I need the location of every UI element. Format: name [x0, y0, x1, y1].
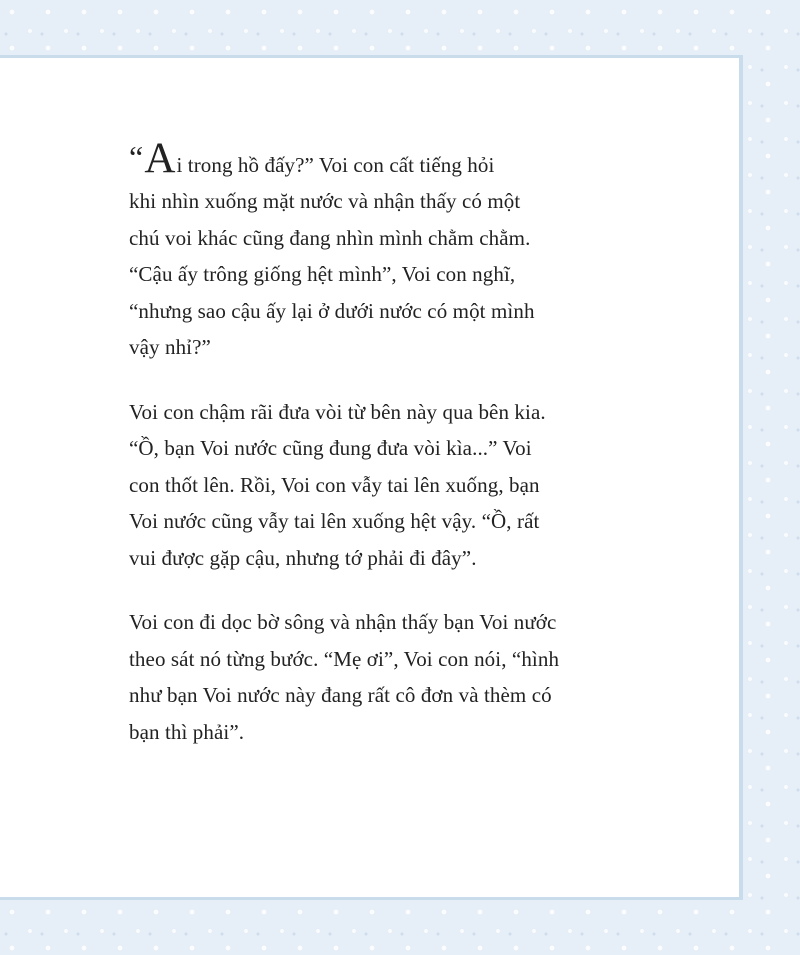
text-line: theo sát nó từng bước. “Mẹ ơi”, Voi con nói, “hình: [129, 646, 560, 671]
text-line: con thốt lên. Rồi, Voi con vẫy tai lên xuống, bạn: [129, 472, 540, 497]
opening-quote: “: [129, 139, 144, 175]
story-text: [129, 135, 649, 778]
text-line: “Ồ, bạn Voi nước cũng đung đưa vòi kìa...” Voi: [129, 436, 532, 460]
text-line: Voi nước cũng vẫy tai lên xuống hệt vậy. “Ồ, rất: [129, 509, 540, 533]
paragraph-2: [129, 394, 649, 577]
text-line: chú voi khác cũng đang nhìn mình chằm chằm.: [129, 225, 531, 250]
first-line: [129, 135, 649, 183]
paragraph-1: [129, 135, 649, 366]
text-line: Voi con chậm rãi đưa vòi từ bên này qua bên kia.: [129, 399, 546, 424]
text-line: vậy nhỉ?”: [129, 335, 211, 359]
paragraph-3: [129, 604, 649, 750]
text-line: “nhưng sao cậu ấy lại ở dưới nước có một mình: [129, 298, 535, 323]
drop-cap-letter: A: [144, 135, 176, 182]
text-line: khi nhìn xuống mặt nước và nhận thấy có một: [129, 189, 521, 213]
text-line: bạn thì phải”.: [129, 719, 245, 744]
first-line-text: i trong hồ đấy?” Voi con cất tiếng hỏi: [176, 153, 495, 177]
text-line: như bạn Voi nước này đang rất cô đơn và thèm có: [129, 683, 552, 707]
text-line: “Cậu ấy trông giống hệt mình”, Voi con nghĩ,: [129, 262, 516, 286]
text-line: vui được gặp cậu, nhưng tớ phải đi đây”.: [129, 545, 477, 570]
text-line: Voi con đi dọc bờ sông và nhận thấy bạn Voi nước: [129, 610, 557, 634]
